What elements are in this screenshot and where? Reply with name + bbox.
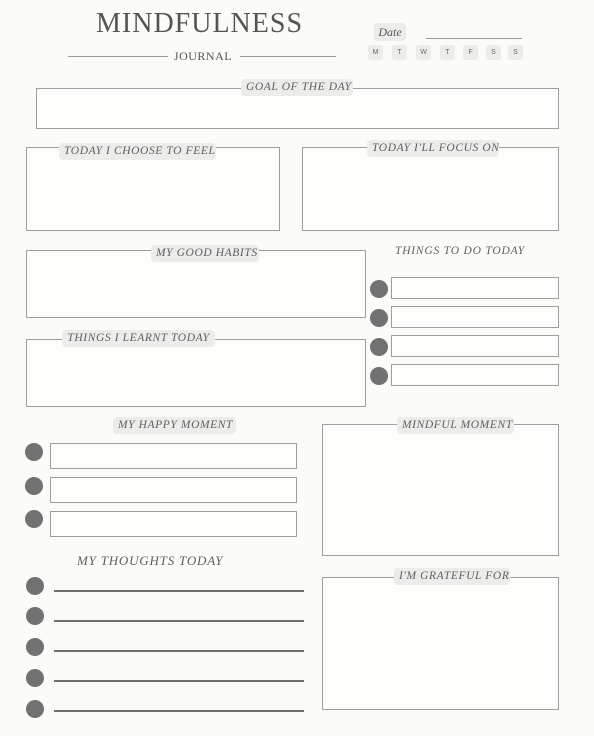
happy-bullet-3 [25, 510, 43, 528]
grateful-label: I'M GRATEFUL FOR [394, 568, 510, 585]
todo-bullet-2 [370, 309, 388, 327]
thoughts-heading: MY THOUGHTS TODAY [77, 553, 224, 568]
mindful-label: MINDFUL MOMENT [397, 417, 514, 434]
happy-bullet-1 [25, 443, 43, 461]
grateful-box[interactable] [322, 577, 559, 710]
happy-field-3[interactable] [50, 511, 297, 537]
learnt-box[interactable] [26, 339, 366, 407]
thoughts-bullet-2 [26, 607, 44, 625]
mindful-box[interactable] [322, 424, 559, 556]
todo-field-3[interactable] [391, 335, 559, 357]
todo-field-2[interactable] [391, 306, 559, 328]
happy-field-1[interactable] [50, 443, 297, 469]
subtitle-rule-left [68, 56, 168, 57]
focus-label: TODAY I'LL FOCUS ON [367, 140, 499, 157]
happy-label: MY HAPPY MOMENT [113, 417, 236, 434]
todo-field-4[interactable] [391, 364, 559, 386]
journal-title: MINDFULNESS [96, 8, 304, 39]
thoughts-line-1[interactable] [54, 590, 304, 592]
happy-field-2[interactable] [50, 477, 297, 503]
todo-heading: THINGS TO DO TODAY [395, 245, 525, 257]
day-saturday[interactable]: S [486, 45, 501, 60]
feel-label: TODAY I CHOOSE TO FEEL [59, 143, 216, 160]
date-field-line[interactable] [426, 38, 522, 39]
day-monday[interactable]: M [368, 45, 383, 60]
learnt-label: THINGS I LEARNT TODAY [62, 330, 215, 347]
happy-bullet-2 [25, 477, 43, 495]
journal-subtitle: JOURNAL [173, 49, 233, 63]
day-tuesday[interactable]: T [392, 45, 407, 60]
thoughts-line-4[interactable] [54, 680, 304, 682]
focus-box[interactable] [302, 147, 559, 231]
date-label: Date [374, 23, 406, 41]
thoughts-bullet-5 [26, 700, 44, 718]
todo-bullet-4 [370, 367, 388, 385]
subtitle-rule-right [240, 56, 336, 57]
habits-label: MY GOOD HABITS [151, 245, 259, 262]
thoughts-bullet-3 [26, 638, 44, 656]
thoughts-bullet-4 [26, 669, 44, 687]
goal-label: GOAL OF THE DAY [241, 79, 353, 96]
todo-bullet-3 [370, 338, 388, 356]
day-friday[interactable]: F [463, 45, 478, 60]
thoughts-line-3[interactable] [54, 650, 304, 652]
day-sunday[interactable]: S [508, 45, 523, 60]
thoughts-line-2[interactable] [54, 620, 304, 622]
day-wednesday[interactable]: W [416, 45, 431, 60]
todo-bullet-1 [370, 280, 388, 298]
thoughts-bullet-1 [26, 577, 44, 595]
day-thursday[interactable]: T [440, 45, 455, 60]
todo-field-1[interactable] [391, 277, 559, 299]
thoughts-line-5[interactable] [54, 710, 304, 712]
